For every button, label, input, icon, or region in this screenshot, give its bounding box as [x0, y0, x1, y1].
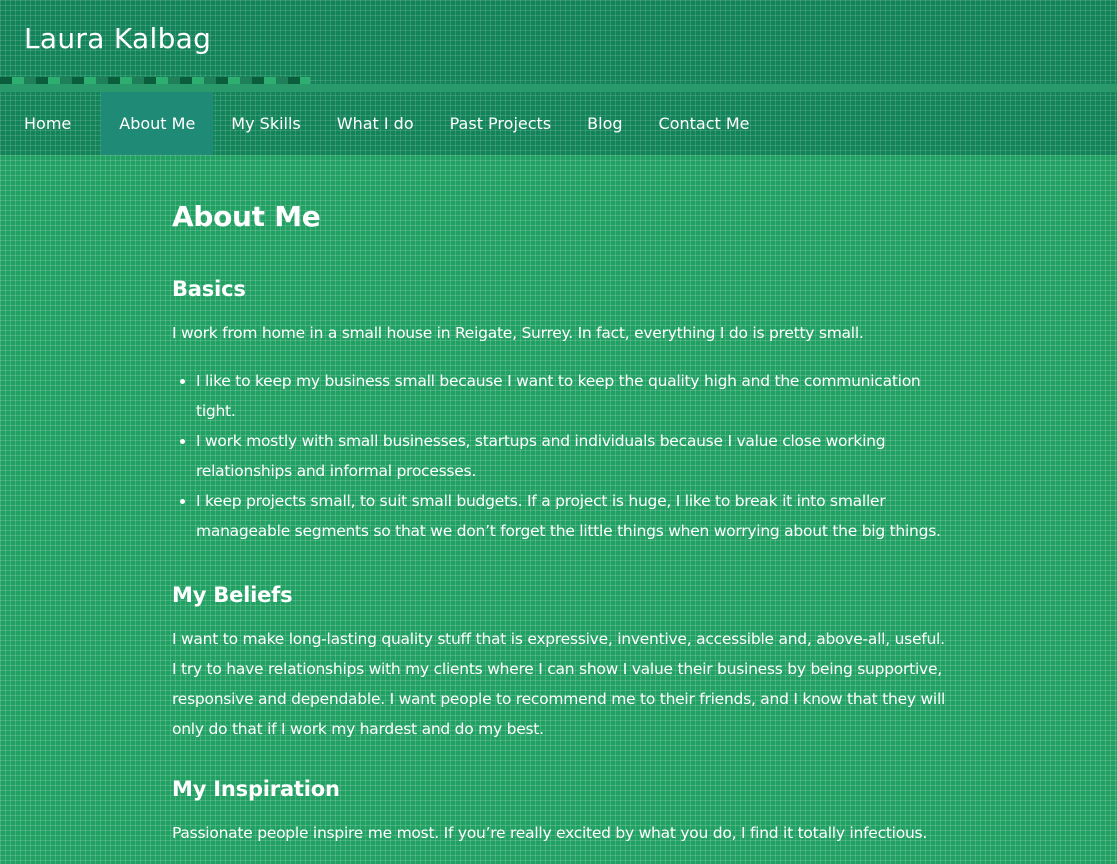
header-divider [0, 84, 1117, 92]
basics-list [172, 366, 947, 546]
nav-item-home[interactable]: Home [24, 114, 72, 133]
basics-intro: I work from home in a small house in Reigate, Surrey. In fact, everything I do is pretty small. [172, 324, 864, 342]
nav-item-blog[interactable]: Blog [587, 114, 623, 133]
nav-item-past-projects[interactable]: Past Projects [449, 114, 552, 133]
site-title[interactable]: Laura Kalbag [24, 22, 212, 55]
site-header [0, 0, 1117, 155]
main-content [172, 196, 947, 864]
nav-item-contact-me[interactable]: Contact Me [658, 114, 750, 133]
list-item: • I keep projects small, to suit small budgets. If a project is huge, I like to break it into smaller manageable segments so that we don’t forget the little things when worrying about the big things. [196, 486, 947, 546]
inspiration-body: Passionate people inspire me most. If you’re really excited by what you do, I find it totally infectious. [172, 824, 928, 842]
nav-item-about-me[interactable]: About Me [101, 92, 213, 155]
nav-item-what-i-do[interactable]: What I do [336, 114, 414, 133]
main-nav [0, 92, 768, 155]
nav-item-my-skills[interactable]: My Skills [231, 114, 301, 133]
section-heading-beliefs: My Beliefs [172, 583, 293, 607]
section-heading-basics: Basics [172, 277, 246, 301]
decorative-dash-strip [0, 77, 310, 84]
page-title: About Me [172, 200, 321, 233]
beliefs-body: I want to make long-lasting quality stuff that is expressive, inventive, accessible and, above-all, useful. I try to have relationships with my clients where I can show I value their business by being supportive, responsive and dependable. I want people to recommend me to their friends, and I know that they will only do that if I work my hardest and do my best. [172, 630, 946, 738]
section-heading-inspiration: My Inspiration [172, 777, 340, 801]
list-item: • I like to keep my business small because I want to keep the quality high and the communication tight. [196, 366, 947, 426]
list-item: • I work mostly with small businesses, startups and individuals because I value close working relationships and informal processes. [196, 426, 947, 486]
